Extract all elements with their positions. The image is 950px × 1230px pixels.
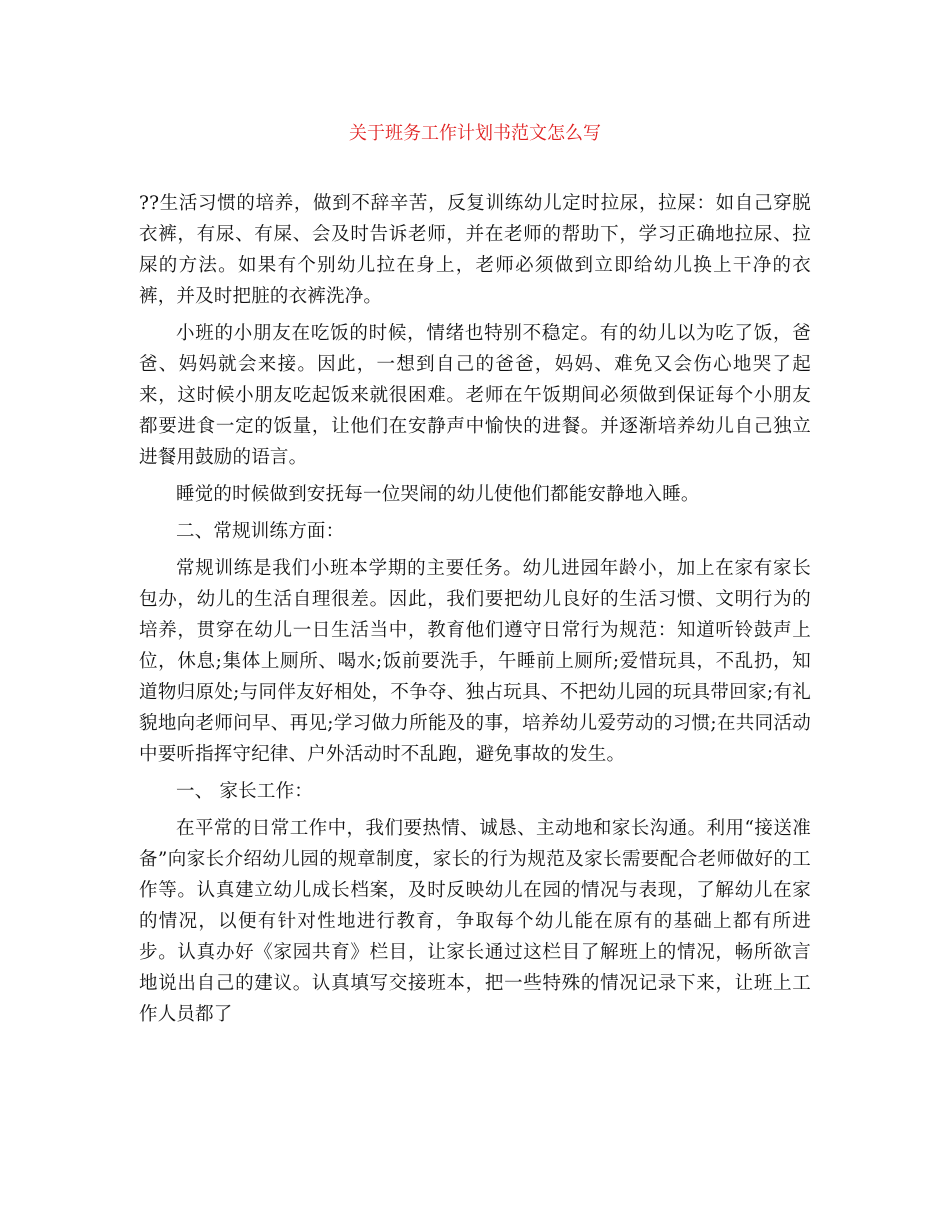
document-title: 关于班务工作计划书范文怎么写 xyxy=(349,123,601,144)
paragraph-routine: 常规训练是我们小班本学期的主要任务。幼儿进园年龄小，加上在家有家长包办，幼儿的生活自理很差。因此，我们要把幼儿良好的生活习惯、文明行为的培养，贯穿在幼儿一日生活当中，教育他们遵守日常行为规范：知道听铃鼓声上位，休息;集体上厕所、喝水;饭前要洗手，午睡前上厕所;爱惜玩具，不乱扔，知道物归原处;与同伴友好相处，不争夺、独占玩具、不把幼儿园的玩具带回家;有礼貌地向老师问早、再见;学习做力所能及的事，培养幼儿爱劳动的习惯;在共同活动中要听指挥守纪律、户外活动时不乱跑，避免事故的发生。 xyxy=(139,558,811,765)
paragraph-sleep: 睡觉的时候做到安抚每一位哭闹的幼儿使他们都能安静地入睡。 xyxy=(176,484,700,505)
paragraph-habits: ??生活习惯的培养，做到不辞辛苦，反复训练幼儿定时拉尿，拉屎：如自己穿脱衣裤，有尿、有屎、会及时告诉老师，并在老师的帮助下，学习正确地拉尿、拉屎的方法。如果有个别幼儿拉在身上，老师必须做到立即给幼儿换上干净的衣裤，并及时把脏的衣裤洗净。 xyxy=(139,193,811,307)
section-heading-parents: 一、 家长工作： xyxy=(176,781,313,802)
paragraph-meals: 小班的小朋友在吃饭的时候，情绪也特别不稳定。有的幼儿以为吃了饭，爸爸、妈妈就会来接。因此，一想到自己的爸爸，妈妈、难免又会伤心地哭了起来，这时候小朋友吃起饭来就很困难。老师在午饭期间必须做到保证每个小朋友都要进食一定的饭量，让他们在安静声中愉快的进餐。并逐渐培养幼儿自己独立进餐用鼓励的语言。 xyxy=(139,323,811,468)
document-body xyxy=(139,188,811,1036)
paragraph-parents: 在平常的日常工作中，我们要热情、诚恳、主动地和家长沟通。利用“接送准备”向家长介绍幼儿园的规章制度，家长的行为规范及家长需要配合老师做好的工作等。认真建立幼儿成长档案，及时反映幼儿在园的情况与表现，了解幼儿在家的情况，以便有针对性地进行教育，争取每个幼儿能在原有的基础上都有所进步。认真办好《家园共育》栏目，让家长通过这栏目了解班上的情况，畅所欲言地说出自己的建议。认真填写交接班本，把一些特殊的情况记录下来，让班上工作人员都了 xyxy=(139,818,811,1025)
section-heading-routine: 二、常规训练方面： xyxy=(176,521,345,542)
